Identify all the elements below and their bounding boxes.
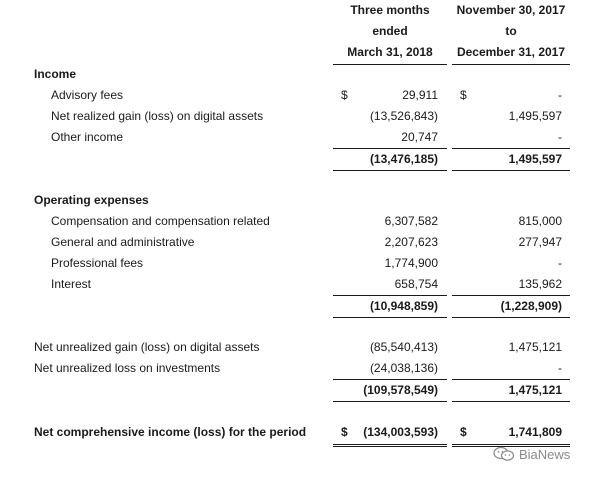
table-row (0, 211, 603, 232)
column-header-period (452, 0, 570, 63)
value-col2: 1,495,597 (508, 109, 562, 123)
value-col2: 1,475,121 (508, 340, 562, 354)
watermark (493, 446, 570, 462)
total-rule (452, 401, 570, 402)
column-header-line: November 30, 2017 (456, 3, 566, 17)
column-header-line: March 31, 2018 (347, 45, 433, 59)
value-col1: 1,774,900 (384, 256, 438, 270)
total-rule (333, 170, 447, 171)
row-label: Net unrealized gain (loss) on digital assets (34, 340, 260, 354)
row-label: General and administrative (51, 235, 195, 249)
total-col1: (13,476,185) (369, 152, 438, 166)
column-header-three-months (333, 0, 447, 63)
total-rule (452, 170, 570, 171)
row-label: Advisory fees (51, 88, 124, 102)
value-col1: 6,307,582 (384, 214, 438, 228)
column-header-line: ended (372, 24, 408, 38)
row-label: Professional fees (51, 256, 144, 270)
total-rule (452, 317, 570, 318)
row-label: Net comprehensive income (loss) for the period (34, 425, 307, 439)
row-label: Interest (51, 277, 92, 291)
table-row (0, 127, 603, 148)
table-row (0, 337, 603, 358)
table-row (0, 253, 603, 274)
column-header-line: to (505, 24, 517, 38)
row-label: Compensation and compensation related (51, 214, 270, 228)
grand-total-double-rule (333, 446, 447, 447)
currency-symbol: $ (341, 425, 348, 439)
value-col1: 658,754 (394, 277, 438, 291)
total-rule (333, 317, 447, 318)
total-rule (333, 401, 447, 402)
table-row (0, 274, 603, 295)
watermark-text: BiaNews (519, 446, 571, 462)
section-heading: Income (34, 67, 77, 81)
value-col2: 815,000 (518, 214, 562, 228)
value-col2: - (558, 88, 562, 102)
currency-symbol: $ (341, 88, 348, 102)
total-col2: 1,475,121 (508, 383, 562, 397)
value-col2: - (558, 256, 562, 270)
row-label: Net realized gain (loss) on digital assets (51, 109, 264, 123)
table-row-total (0, 149, 603, 170)
value-col2: - (558, 361, 562, 375)
table-row (0, 106, 603, 127)
currency-symbol: $ (460, 425, 467, 439)
table-row (0, 358, 603, 379)
value-col1: (13,526,843) (369, 109, 438, 123)
total-col1: (109,578,549) (363, 383, 438, 397)
value-col1: (24,038,136) (369, 361, 438, 375)
value-col1: 2,207,623 (384, 235, 438, 249)
total-col2: 1,495,597 (508, 152, 562, 166)
chat-bubbles-icon (493, 446, 515, 462)
value-col1: 20,747 (401, 130, 438, 144)
table-row (0, 64, 603, 85)
value-col1: 29,911 (402, 88, 438, 102)
table-row-grand-total (0, 422, 603, 443)
table-row (0, 190, 603, 211)
value-col2: 135,962 (518, 277, 562, 291)
table-row-total (0, 296, 603, 317)
grand-total-double-rule (452, 444, 570, 445)
value-col2: - (558, 130, 562, 144)
value-col2: 277,947 (518, 235, 562, 249)
table-row-total (0, 380, 603, 401)
value-col1: (134,003,593) (363, 425, 438, 439)
table-row (0, 85, 603, 106)
column-header-line: Three months (350, 3, 430, 17)
value-col2: 1,741,809 (508, 425, 562, 439)
total-col1: (10,948,859) (369, 299, 438, 313)
total-col2: (1,228,909) (500, 299, 562, 313)
column-header-line: December 31, 2017 (456, 45, 566, 59)
row-label: Other income (51, 130, 124, 144)
row-label: Net unrealized loss on investments (34, 361, 221, 375)
grand-total-double-rule (333, 444, 447, 445)
currency-symbol: $ (460, 88, 467, 102)
section-heading: Operating expenses (34, 193, 149, 207)
value-col1: (85,540,413) (369, 340, 438, 354)
table-row (0, 232, 603, 253)
